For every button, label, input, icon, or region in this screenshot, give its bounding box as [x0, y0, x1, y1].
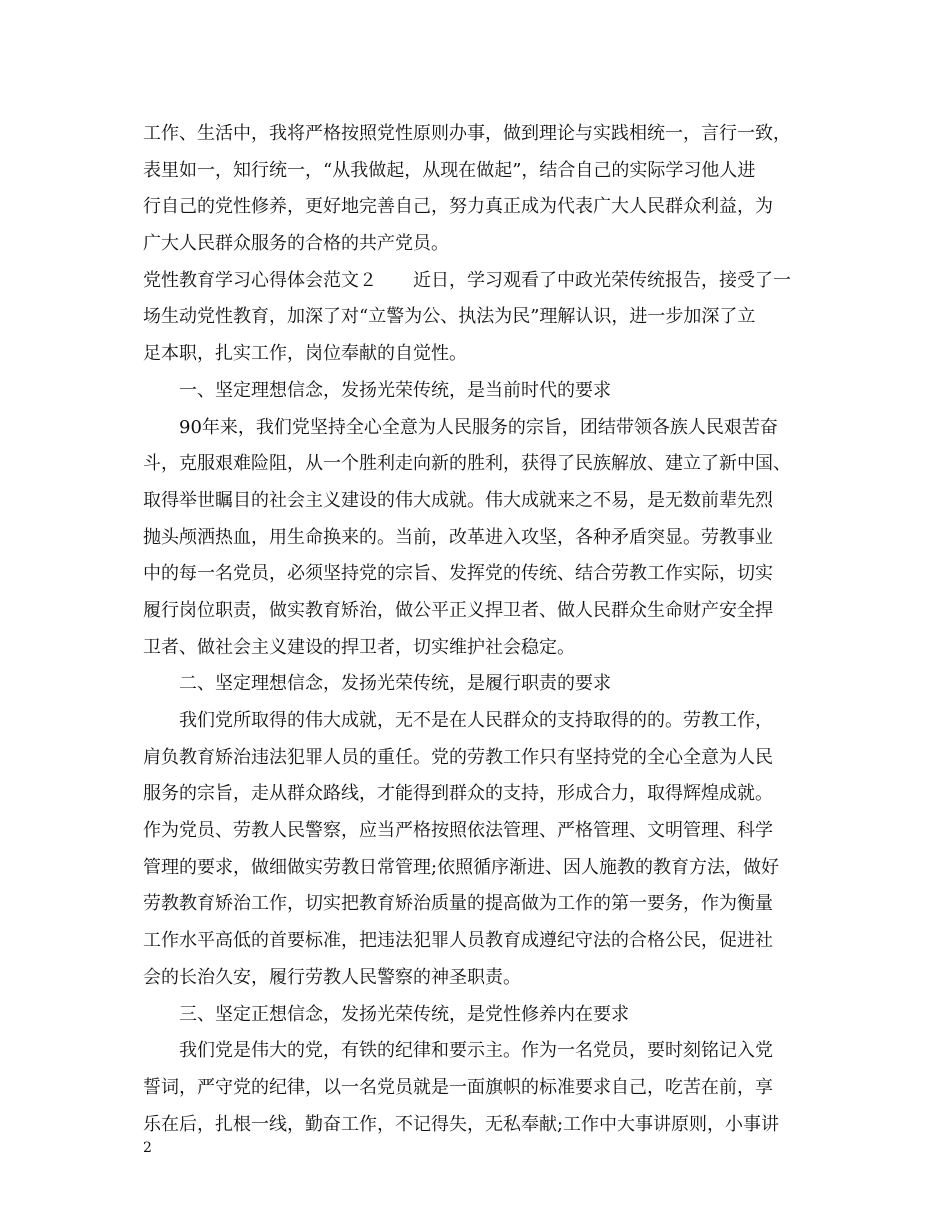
text-line: 抛头颅洒热血，用生命换来的。当前，改革进入攻坚，各种矛盾突显。劳教事业 [143, 526, 773, 548]
text-line: 二、坚定理想信念，发扬光荣传统，是履行职责的要求 [179, 673, 611, 695]
text-line: 服务的宗旨，走从群众路线，才能得到群众的支持，形成合力，取得辉煌成就。 [143, 783, 773, 805]
text-line: 乐在后，扎根一线，勤奋工作，不记得失，无私奉献;工作中大事讲原则，小事讲 [143, 1113, 780, 1135]
text-line: 中的每一名党员，必须坚持党的宗旨、发挥党的传统、结合劳教工作实际，切实 [143, 563, 773, 585]
text-line: 作为党员、劳教人民警察，应当严格按照依法管理、严格管理、文明管理、科学 [143, 820, 773, 842]
text-line: 劳教教育矫治工作，切实把教育矫治质量的提高做为工作的第一要务，作为衡量 [143, 893, 773, 915]
text-line: 表里如一，知行统一，“从我做起，从现在做起”，结合自己的实际学习他人进 [143, 159, 756, 181]
text-line: 我们党所取得的伟大成就，无不是在人民群众的支持取得的的。劳教工作， [179, 710, 773, 731]
text-line: 行自己的党性修养，更好地完善自己，努力真正成为代表广大人民群众利益，为 [143, 196, 773, 218]
text-line: 工作、生活中，我将严格按照党性原则办事，做到理论与实践相统一，言行一致， [143, 123, 791, 144]
document-body [143, 116, 823, 1143]
text-line: 卫者、做社会主义建设的捍卫者，切实维护社会稳定。 [143, 636, 575, 658]
text-line: 足本职，扎实工作，岗位奉献的自觉性。 [143, 343, 467, 365]
text-line: 管理的要求，做细做实劳教日常管理;依照循序渐进、因人施教的教育方法，做好 [143, 856, 780, 878]
text-line: 誓词，严守党的纪律，以一名党员就是一面旗帜的标准要求自己，吃苦在前，享 [143, 1076, 773, 1098]
text-line: 取得举世瞩目的社会主义建设的伟大成就。伟大成就来之不易，是无数前辈先烈 [143, 489, 773, 511]
page-number: 2 [143, 1140, 152, 1156]
text-line: 肩负教育矫治违法犯罪人员的重任。党的劳教工作只有坚持党的全心全意为人民 [143, 746, 773, 768]
text-line: 三、坚定正想信念，发扬光荣传统，是党性修养内在要求 [179, 1003, 629, 1025]
text-line: 我们党是伟大的党，有铁的纪律和要示主。作为一名党员，要时刻铭记入党 [179, 1040, 773, 1062]
text-line: 广大人民群众服务的合格的共产党员。 [143, 233, 449, 255]
text-line: 斗，克服艰难险阻，从一个胜利走向新的胜利，获得了民族解放、建立了新中国、 [143, 453, 791, 475]
text-line: 会的长治久安，履行劳教人民警察的神圣职责。 [143, 966, 521, 988]
text-line: 90年来，我们党坚持全心全意为人民服务的宗旨，团结带领各族人民艰苦奋 [179, 416, 778, 438]
text-line: 一、坚定理想信念，发扬光荣传统，是当前时代的要求 [179, 379, 611, 401]
text-line: 场生动党性教育，加深了对“立警为公、执法为民”理解认识，进一步加深了立 [143, 306, 756, 328]
text-line: 履行岗位职责，做实教育矫治，做公平正义捍卫者、做人民群众生命财产安全捍 [143, 599, 773, 621]
text-line: 工作水平高低的首要标准，把违法犯罪人员教育成遵纪守法的合格公民，促进社 [143, 930, 773, 952]
text-line: 党性教育学习心得体会范文２ 近日，学习观看了中政光荣传统报告，接受了一 [143, 269, 791, 291]
